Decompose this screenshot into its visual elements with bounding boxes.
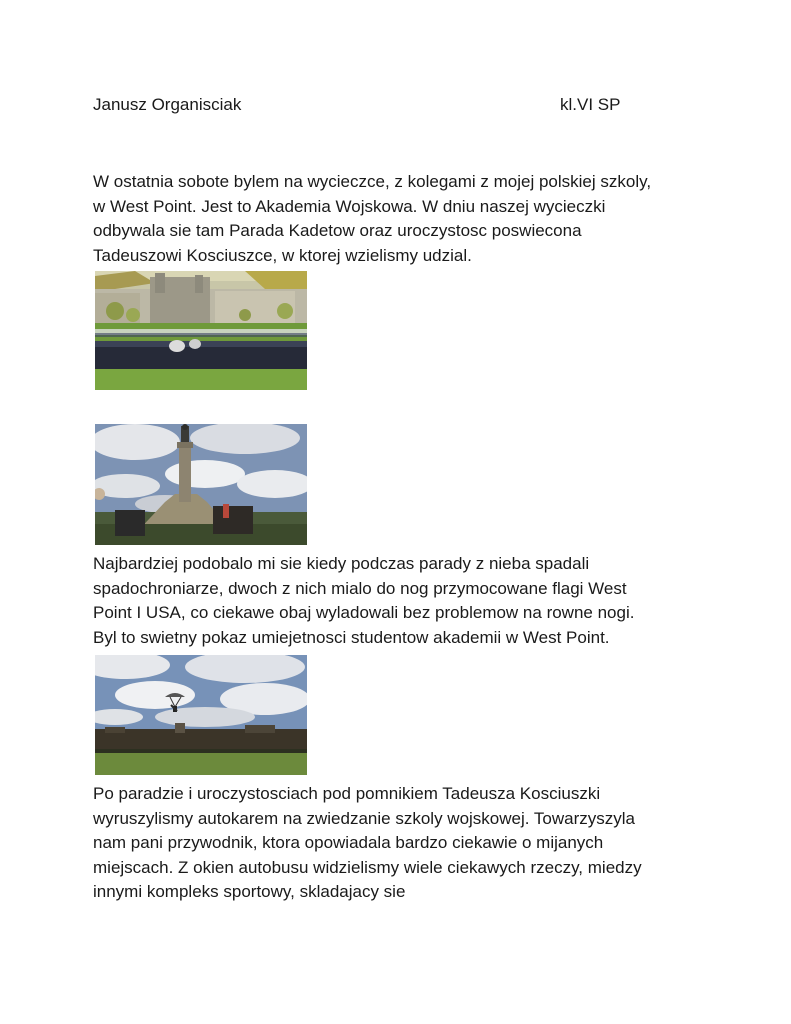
class-label: kl.VI SP <box>560 95 621 114</box>
parade-photo <box>95 271 307 390</box>
text-line: Byl to swietny pokaz umiejetnosci studentow akademii w West Point. <box>93 627 610 647</box>
text-line: w West Point. Jest to Akademia Wojskowa. W dniu naszej wycieczki <box>93 196 606 216</box>
author-name: Janusz Organisciak <box>93 95 242 114</box>
text-line: Po paradzie i uroczystosciach pod pomnikiem Tadeusza Kosciuszki <box>93 784 601 803</box>
text-line: miejscach. Z okien autobusu widzielismy wiele ciekawych rzeczy, miedzy <box>93 857 642 877</box>
parachutists-photo <box>95 655 307 775</box>
paragraph-tour <box>93 782 713 905</box>
text-line: Tadeuszowi Kosciuszce, w ktorej wzielismy udzial. <box>93 245 472 265</box>
text-line: W ostatnia sobote bylem na wycieczce, z kolegami z mojej polskiej szkoly, <box>93 172 652 191</box>
text-line: wyruszylismy autokarem na zwiedzanie szkoly wojskowej. Towarzyszyla <box>93 808 635 828</box>
text-line: Najbardziej podobalo mi sie kiedy podczas parady z nieba spadali <box>93 554 590 573</box>
text-line: nam pani przywodnik, ktora opowiadala bardzo ciekawie o mijanych <box>93 833 604 853</box>
paragraph-intro <box>93 170 713 268</box>
text-line: spadochroniarze, dwoch z nich mialo do nog przymocowane flagi West <box>93 578 627 598</box>
text-line: innymi kompleks sportowy, skladajacy sie <box>93 882 406 902</box>
text-line: Point I USA, co ciekawe obaj wyladowali bez problemow na rowne nogi. <box>93 603 635 623</box>
paragraph-parachutists <box>93 552 713 650</box>
monument-photo <box>95 424 307 545</box>
text-line: odbywala sie tam Parada Kadetow oraz uroczystosc poswiecona <box>93 221 582 241</box>
